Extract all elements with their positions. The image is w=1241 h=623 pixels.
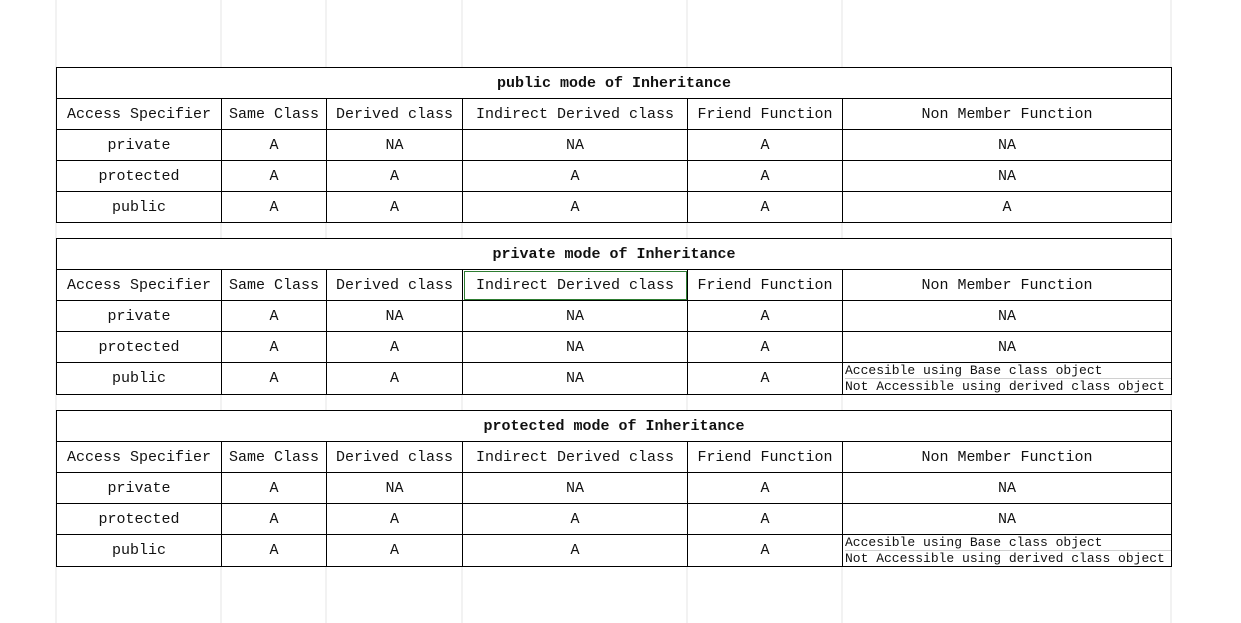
header-cell[interactable]: Derived class bbox=[327, 99, 463, 130]
cell-indirect[interactable]: NA bbox=[463, 363, 688, 395]
cell-derived[interactable]: NA bbox=[327, 301, 463, 332]
cell-derived[interactable]: A bbox=[327, 535, 463, 567]
cell-indirect[interactable]: NA bbox=[463, 301, 688, 332]
table-title[interactable]: private mode of Inheritance bbox=[57, 239, 1172, 270]
table-row bbox=[57, 363, 1172, 395]
table-row bbox=[57, 130, 1172, 161]
cell-indirect[interactable]: NA bbox=[463, 332, 688, 363]
header-cell[interactable]: Same Class bbox=[222, 270, 327, 301]
protected-inheritance-table bbox=[56, 410, 1172, 567]
cell-same[interactable]: A bbox=[222, 332, 327, 363]
cell-friend[interactable]: A bbox=[688, 473, 843, 504]
header-cell[interactable]: Non Member Function bbox=[843, 99, 1172, 130]
cell-indirect[interactable]: A bbox=[463, 504, 688, 535]
header-cell[interactable]: Friend Function bbox=[688, 442, 843, 473]
cell-friend[interactable]: A bbox=[688, 535, 843, 567]
private-inheritance-table bbox=[56, 238, 1172, 395]
spacer-row bbox=[56, 223, 1171, 238]
cell-derived[interactable]: NA bbox=[327, 130, 463, 161]
cell-nonmember[interactable] bbox=[843, 535, 1172, 567]
cell-same[interactable]: A bbox=[222, 301, 327, 332]
cell-same[interactable]: A bbox=[222, 504, 327, 535]
table-title[interactable]: protected mode of Inheritance bbox=[57, 411, 1172, 442]
cell-derived[interactable]: A bbox=[327, 332, 463, 363]
cell-same[interactable]: A bbox=[222, 535, 327, 567]
cell-derived[interactable]: A bbox=[327, 161, 463, 192]
cell-derived[interactable]: NA bbox=[327, 473, 463, 504]
table-row bbox=[57, 504, 1172, 535]
cell-indirect[interactable]: NA bbox=[463, 473, 688, 504]
header-row bbox=[57, 99, 1172, 130]
cell-nonmember[interactable] bbox=[843, 363, 1172, 395]
cell-spec[interactable]: public bbox=[57, 363, 222, 395]
table-row bbox=[57, 535, 1172, 567]
cell-nonmember[interactable]: A bbox=[843, 192, 1172, 223]
nonmember-line-2: Not Accessible using derived class object bbox=[845, 551, 1165, 566]
header-cell[interactable]: Non Member Function bbox=[843, 442, 1172, 473]
cell-indirect[interactable]: NA bbox=[463, 130, 688, 161]
cell-spec[interactable]: protected bbox=[57, 504, 222, 535]
cell-nonmember[interactable]: NA bbox=[843, 301, 1172, 332]
table-title[interactable]: public mode of Inheritance bbox=[57, 68, 1172, 99]
header-cell[interactable]: Friend Function bbox=[688, 270, 843, 301]
cell-same[interactable]: A bbox=[222, 161, 327, 192]
cell-derived[interactable]: A bbox=[327, 504, 463, 535]
table-row bbox=[57, 301, 1172, 332]
header-cell[interactable]: Friend Function bbox=[688, 99, 843, 130]
nonmember-line-2: Not Accessible using derived class object bbox=[845, 379, 1165, 394]
cell-spec[interactable]: public bbox=[57, 535, 222, 567]
cell-friend[interactable]: A bbox=[688, 301, 843, 332]
cell-derived[interactable]: A bbox=[327, 363, 463, 395]
cell-spec[interactable]: private bbox=[57, 130, 222, 161]
cell-spec[interactable]: protected bbox=[57, 332, 222, 363]
cell-indirect[interactable]: A bbox=[463, 192, 688, 223]
cell-nonmember[interactable]: NA bbox=[843, 130, 1172, 161]
cell-friend[interactable]: A bbox=[688, 161, 843, 192]
cell-spec[interactable]: private bbox=[57, 301, 222, 332]
cell-indirect[interactable]: A bbox=[463, 535, 688, 567]
cell-same[interactable]: A bbox=[222, 363, 327, 395]
nonmember-line-1: Accesible using Base class object bbox=[845, 363, 1171, 379]
table-row bbox=[57, 332, 1172, 363]
header-row bbox=[57, 442, 1172, 473]
spreadsheet bbox=[56, 67, 1171, 567]
cell-nonmember[interactable]: NA bbox=[843, 504, 1172, 535]
header-cell-selected[interactable]: Indirect Derived class bbox=[463, 270, 688, 301]
header-cell[interactable]: Access Specifier bbox=[57, 442, 222, 473]
table-row bbox=[57, 473, 1172, 504]
cell-friend[interactable]: A bbox=[688, 192, 843, 223]
cell-same[interactable]: A bbox=[222, 130, 327, 161]
table-row bbox=[57, 192, 1172, 223]
spacer-row bbox=[56, 395, 1171, 410]
nonmember-line-1: Accesible using Base class object bbox=[845, 535, 1171, 551]
cell-nonmember[interactable]: NA bbox=[843, 332, 1172, 363]
header-cell[interactable]: Access Specifier bbox=[57, 99, 222, 130]
header-cell[interactable]: Non Member Function bbox=[843, 270, 1172, 301]
cell-friend[interactable]: A bbox=[688, 332, 843, 363]
header-cell[interactable]: Derived class bbox=[327, 442, 463, 473]
cell-friend[interactable]: A bbox=[688, 363, 843, 395]
table-row bbox=[57, 161, 1172, 192]
header-cell[interactable]: Indirect Derived class bbox=[463, 442, 688, 473]
cell-indirect[interactable]: A bbox=[463, 161, 688, 192]
cell-spec[interactable]: private bbox=[57, 473, 222, 504]
header-row bbox=[57, 270, 1172, 301]
header-cell[interactable]: Indirect Derived class bbox=[463, 99, 688, 130]
cell-nonmember[interactable]: NA bbox=[843, 473, 1172, 504]
cell-same[interactable]: A bbox=[222, 192, 327, 223]
header-cell[interactable]: Same Class bbox=[222, 442, 327, 473]
header-cell[interactable]: Access Specifier bbox=[57, 270, 222, 301]
header-cell[interactable]: Same Class bbox=[222, 99, 327, 130]
public-inheritance-table bbox=[56, 67, 1172, 223]
cell-friend[interactable]: A bbox=[688, 130, 843, 161]
cell-same[interactable]: A bbox=[222, 473, 327, 504]
cell-friend[interactable]: A bbox=[688, 504, 843, 535]
header-cell[interactable]: Derived class bbox=[327, 270, 463, 301]
cell-spec[interactable]: protected bbox=[57, 161, 222, 192]
cell-derived[interactable]: A bbox=[327, 192, 463, 223]
cell-nonmember[interactable]: NA bbox=[843, 161, 1172, 192]
cell-spec[interactable]: public bbox=[57, 192, 222, 223]
